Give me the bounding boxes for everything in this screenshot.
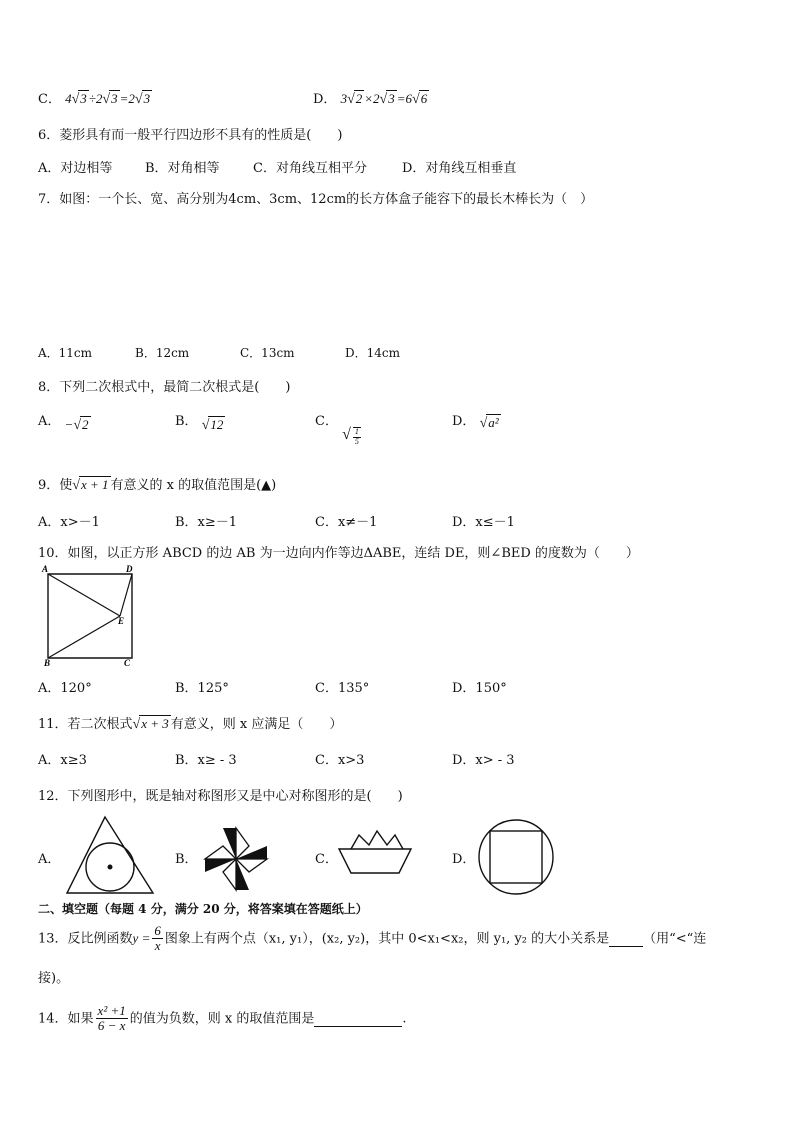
q13-stem: 13．反比例函数y = $\frac{6}{x}$ 图象上有两个点（x₁, y₁），(x₂, y₂)，其中 0<x₁<x₂，则 y₁, y₂ 的大小关系是 （用“<“连 [38,923,707,954]
q7-option-b: B．12cm [135,346,190,360]
q10-option-b: B．125° [175,681,229,696]
q10-option-a: A．120° [38,681,92,696]
q9-option-c: C．x≠－1 [315,515,378,530]
q12-stem: 12．下列图形中，既是轴对称图形又是中心对称图形的是( ) [38,789,403,804]
q11-option-c: C．x>3 [315,753,365,768]
q14-answer-blank[interactable] [314,1011,402,1027]
q8-c-denominator: 5 [354,437,359,447]
q14-stem: 14．如果 $\frac{\text{x² +1}}{6 - x}$ 的值为负数，则 x 的取值范围是 . [38,1003,407,1034]
q5-c-label: C． [38,92,61,107]
q10-option-d: D．150° [452,681,507,696]
q5-option-d [313,88,429,108]
q8-option-a: A． −√2 [38,414,89,433]
q9-stem: 9．使√x + 1 有意义的 x 的取值范围是(▲) [38,477,277,493]
q13-denominator: x [154,938,161,954]
q9-option-a: A．x>－1 [38,515,100,530]
q11-radicand: x + 3 [141,716,169,731]
q7-option-d: D．14cm [345,346,400,360]
q8-option-c: C． $_{√ \frac{1}{5}}$ [315,414,359,447]
q13-numerator: 6 [154,923,161,938]
q5-d-expression: 3√2 ×2√3 =6√6 [340,91,428,107]
q11-stem: 11．若二次根式√x + 3 有意义，则 x 应满足（ ） [38,716,343,732]
q12-circle-square-figure [476,817,556,897]
q5-d-label: D． [313,92,337,107]
q9-option-d: D．x≤－1 [452,515,515,530]
q8-b-radicand: 12 [210,417,224,432]
q12-label-d: D． [452,852,476,867]
q8-stem: 8．下列二次根式中，最简二次根式是( ) [38,380,291,395]
q10-label-e: E [118,616,125,626]
q5-c-expression: 4√3 ÷2√3 =2√3 [65,91,151,107]
q7-option-a: A．11cm [38,346,93,360]
q12-boat-figure [337,829,413,875]
q10-label-d: D [126,564,133,574]
q7-stem: 7．如图：一个长、宽、高分别为4cm、3cm、12cm的长方体盒子能容下的最长木棒长为（ ） [38,192,594,207]
q5-option-c [38,88,152,108]
q9-radicand: x + 1 [80,477,109,492]
q12-label-b: B． [175,852,198,867]
q12-triangle-circle-figure [65,815,157,895]
q14-numerator: x² +1 [97,1003,126,1018]
q11-option-b: B．x≥ - 3 [175,753,237,768]
q7-option-c: C．13cm [240,346,295,360]
q6-option-b: B．对角相等 [145,161,220,176]
q9-option-b: B．x≥－1 [175,515,238,530]
q8-option-b: B． √12 [175,414,224,433]
q12-label-c: C． [315,852,338,867]
q14-denominator: 6 − x [97,1018,126,1034]
q10-option-c: C．135° [315,681,370,696]
q10-square-figure [40,566,140,666]
q10-label-b: B [44,658,51,668]
q11-option-d: D．x> - 3 [452,753,515,768]
q13-answer-blank[interactable] [609,931,643,947]
section2-title: 二、填空题（每题 4 分，满分 20 分，将答案填在答题纸上） [38,902,368,916]
q10-label-c: C [124,658,131,668]
q10-stem: 10．如图，以正方形 ABCD 的边 AB 为一边向内作等边ΔABE，连结 DE，则∠BED 的度数为（ ） [38,546,639,561]
q10-label-a: A [42,564,49,574]
q8-a-radicand: 2 [82,417,89,432]
q12-label-a: A． [38,852,61,867]
q6-option-c: C．对角线互相平分 [253,161,367,176]
q6-option-a: A．对边相等 [38,161,113,176]
q8-d-radicand: a² [488,415,499,430]
q11-option-a: A．x≥3 [38,753,87,768]
q6-stem: 6．菱形具有而一般平行四边形不具有的性质是( ) [38,128,343,143]
q6-option-d: D．对角线互相垂直 [402,161,517,176]
q13-continuation: 接)。 [38,971,70,986]
q8-c-numerator: 1 [354,427,359,437]
q8-option-d: D． √a² [452,414,499,431]
q12-pinwheel-figure [203,826,269,892]
